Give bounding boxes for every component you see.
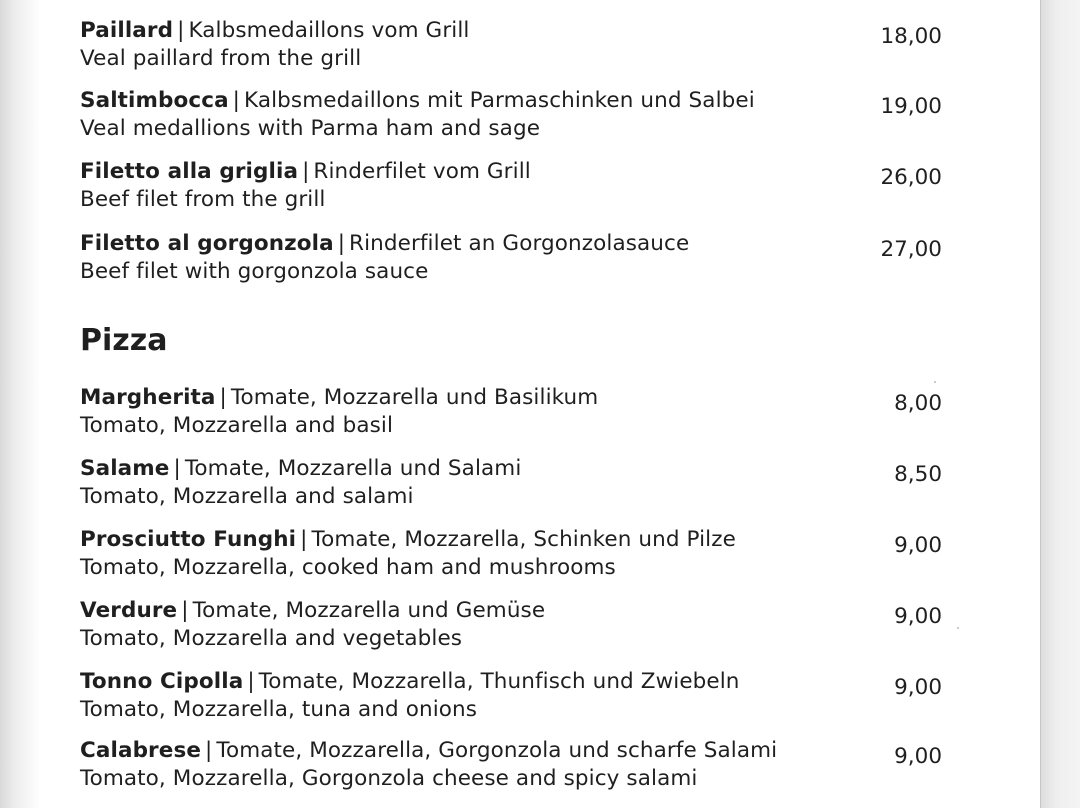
item-separator: | <box>337 231 346 256</box>
item-price: 9,00 <box>894 675 942 700</box>
scan-binding-shadow <box>0 0 40 808</box>
item-name: Prosciutto Funghi <box>80 527 297 552</box>
item-name: Margherita <box>80 385 216 410</box>
item-price: 19,00 <box>880 94 942 119</box>
item-english-description: Beef filet from the grill <box>80 187 326 212</box>
section-title-pizza: Pizza <box>80 323 168 358</box>
item-english-description: Veal medallions with Parma ham and sage <box>80 116 541 141</box>
item-german-description: Tomate, Mozzarella und Gemüse <box>192 598 546 623</box>
item-german-description: Tomate, Mozzarella, Schinken und Pilze <box>311 527 736 552</box>
item-name: Tonno Cipolla <box>80 669 244 694</box>
item-name: Salame <box>80 456 170 481</box>
item-german-description: Tomate, Mozzarella, Gorgonzola und scharfe Salami <box>216 738 778 763</box>
menu-item <box>80 527 950 583</box>
item-german-description: Tomate, Mozzarella und Basilikum <box>230 385 599 410</box>
item-english-description: Beef filet with gorgonzola sauce <box>80 259 429 284</box>
item-separator: | <box>247 669 255 694</box>
menu-item <box>80 598 950 654</box>
item-price: 9,00 <box>894 533 942 558</box>
item-german-description: Kalbsmedaillons mit Parmaschinken und Salbei <box>244 88 755 113</box>
item-name: Calabrese <box>80 738 202 763</box>
item-price: 9,00 <box>894 744 942 769</box>
item-german-description: Rinderfilet an Gorgonzolasauce <box>349 231 690 256</box>
item-price: 26,00 <box>880 165 942 190</box>
item-separator: | <box>173 456 181 481</box>
menu-item <box>80 159 950 215</box>
item-name: Filetto alla griglia <box>80 159 299 184</box>
item-german-description: Tomate, Mozzarella, Thunfisch und Zwiebeln <box>258 669 740 694</box>
item-german-description: Kalbsmedaillons vom Grill <box>188 18 470 43</box>
item-name: Filetto al gorgonzola <box>80 231 334 256</box>
item-price: 8,00 <box>894 391 942 416</box>
item-name: Verdure <box>80 598 178 623</box>
item-separator: | <box>177 18 185 43</box>
item-price: 9,00 <box>894 604 942 629</box>
item-english-description: Veal paillard from the grill <box>80 46 362 71</box>
menu-item <box>80 18 950 74</box>
item-separator: | <box>181 598 189 623</box>
menu-item <box>80 669 950 725</box>
item-separator: | <box>232 88 241 113</box>
item-separator: | <box>205 738 213 763</box>
menu-item <box>80 456 950 512</box>
page-edge-line <box>1040 0 1041 808</box>
item-separator: | <box>300 527 308 552</box>
item-english-description: Tomato, Mozzarella and salami <box>80 484 414 509</box>
item-english-description: Tomato, Mozzarella, Gorgonzola cheese and spicy salami <box>80 766 698 791</box>
menu-item <box>80 88 950 144</box>
item-separator: | <box>302 159 310 184</box>
menu-item <box>80 385 950 441</box>
item-name: Saltimbocca <box>80 88 229 113</box>
page-right-edge <box>1040 0 1080 808</box>
item-separator: | <box>219 385 227 410</box>
item-price: 18,00 <box>880 24 942 49</box>
scan-speck <box>934 381 936 383</box>
scan-speck <box>957 627 959 629</box>
item-price: 27,00 <box>880 237 942 262</box>
item-german-description: Rinderfilet vom Grill <box>313 159 531 184</box>
menu-item <box>80 738 950 794</box>
item-english-description: Tomato, Mozzarella and basil <box>80 413 394 438</box>
menu-item <box>80 231 950 287</box>
item-name: Paillard <box>80 18 174 43</box>
item-english-description: Tomato, Mozzarella, tuna and onions <box>80 697 478 722</box>
item-german-description: Tomate, Mozzarella und Salami <box>184 456 522 481</box>
item-english-description: Tomato, Mozzarella, cooked ham and mushrooms <box>80 555 616 580</box>
item-english-description: Tomato, Mozzarella and vegetables <box>80 626 463 651</box>
item-price: 8,50 <box>894 462 942 487</box>
